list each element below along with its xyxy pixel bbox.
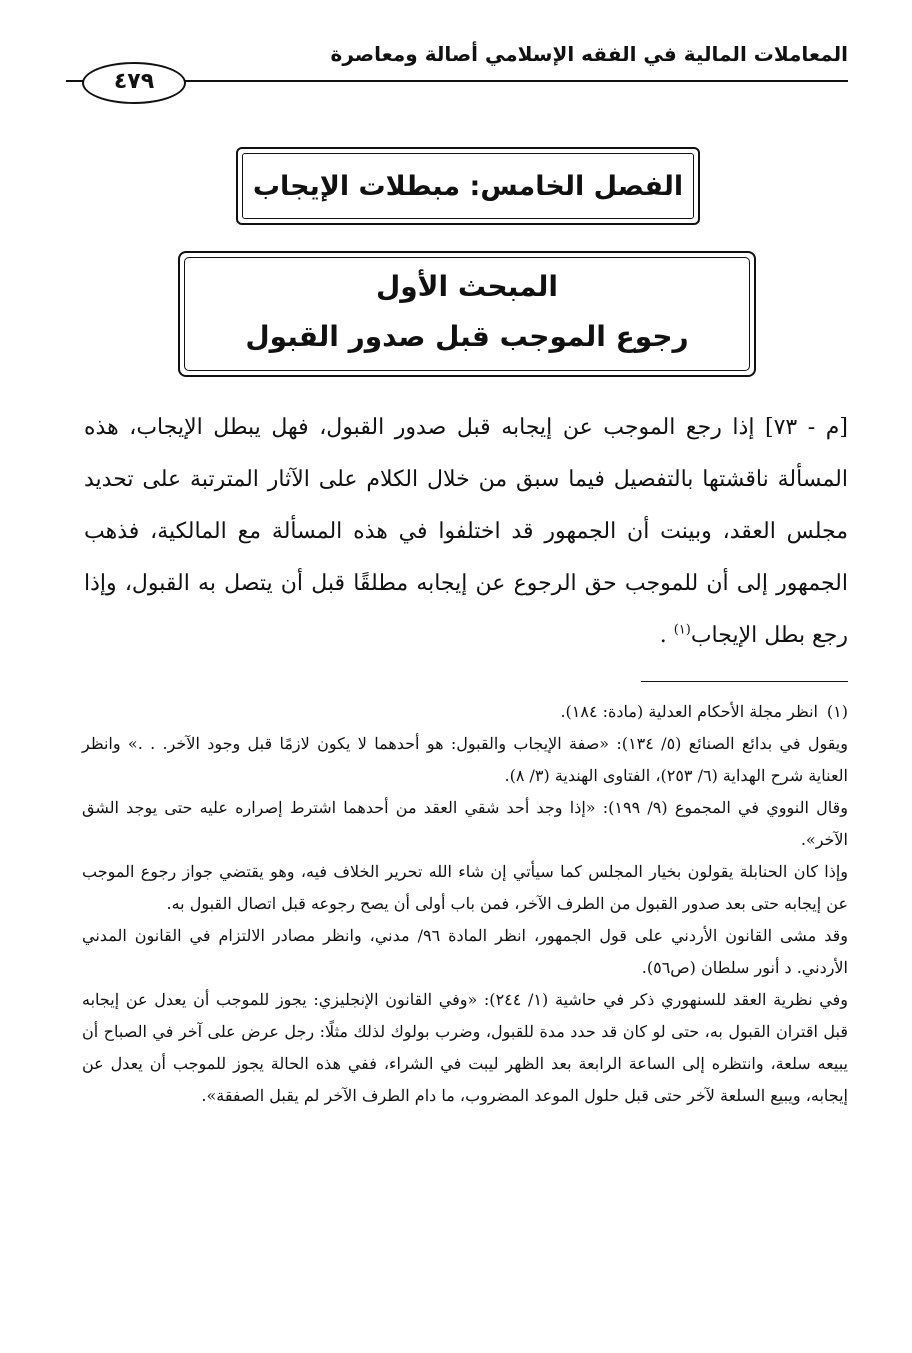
body-paragraph	[84, 402, 848, 662]
footnote-separator	[641, 681, 848, 682]
footnote-reference: (١)	[673, 622, 691, 638]
footnote-paragraph: وقال النووي في المجموع (٩/ ١٩٩): «إذا وجد أحد شقي العقد من أحدهما اشترط إصراره عليه حتى يوجد الشق الآخر».	[82, 798, 848, 849]
page-number: ٤٧٩	[82, 62, 186, 104]
section-label: المبحث الأول	[375, 270, 559, 303]
footnote-paragraph: وفي نظرية العقد للسنهوري ذكر في حاشية (١/ ٢٤٤): «وفي القانون الإنجليزي: يجوز للموجب أن يعدل عن إيجابه قبل اقتران القبول به، حتى لو كان قد حدد مدة للقبول، وضرب بولوك لذلك مثلًا: رجل عرض على آخر في الصباح أن يبيعه سلعة، وانتظره إلى الساعة الرابعة بعد الظهر ليبت في الشراء، ففي هذه الحالة يجوز للموجب أن يعدل عن إيجابه، ويبيع السلعة لآخر حتى قبل حلول الموعد المضروب، ما دام الطرف الآخر لم يقبل الصفقة».	[82, 990, 848, 1105]
footnote-1	[82, 696, 848, 728]
footnotes	[82, 696, 848, 1112]
running-title: المعاملات المالية في الفقه الإسلامي أصالة ومعاصرة	[330, 42, 848, 66]
footnote-first-line: انظر مجلة الأحكام العدلية (مادة: ١٨٤).	[560, 702, 818, 721]
footnote-paragraph: وقد مشى القانون الأردني على قول الجمهور، انظر المادة ٩٦/ مدني، وانظر مصادر الالتزام في القانون المدني الأردني. د أنور سلطان (ص٥٦).	[82, 926, 848, 977]
body-end-punctuation: .	[659, 623, 667, 648]
footnote-paragraph: وإذا كان الحنابلة يقولون بخيار المجلس كما سيأتي إن شاء الله تحرير الخلاف فيه، وهو يقتضي جواز رجوع الموجب عن إيجابه حتى بعد صدور القبول من الطرف الآخر، فمن باب أولى أن يصح رجوعه قبل اتصال القبول به.	[82, 862, 849, 913]
footnote-marker: (١)	[826, 702, 848, 721]
section-title-frame	[184, 257, 750, 371]
body-text: [م - ٧٣] إذا رجع الموجب عن إيجابه قبل صدور القبول، فهل يبطل الإيجاب، هذه المسألة ناقشتها بالتفصيل فيما سبق من خلال الكلام على الآثار المترتبة على تحديد مجلس العقد، وبينت أن الجمهور قد اختلفوا في هذه المسألة مع المالكية، فذهب الجمهور إلى أن للموجب حق الرجوع عن إيجابه مطلقًا قبل أن يتصل به القبول، وإذا رجع بطل الإيجاب	[84, 415, 848, 648]
footnote-paragraph: ويقول في بدائع الصنائع (٥/ ١٣٤): «صفة الإيجاب والقبول: هو أحدهما لا يكون لازمًا قبل وجود الآخر. . .» وانظر العناية شرح الهداية (٦/ ٢٥٣)، الفتاوى الهندية (٣/ ٨).	[82, 734, 848, 785]
chapter-title: الفصل الخامس: مبطلات الإيجاب	[252, 170, 684, 202]
chapter-title-frame	[242, 153, 694, 219]
chapter-title-box	[236, 147, 700, 225]
section-title-box	[178, 251, 756, 377]
section-title: رجوع الموجب قبل صدور القبول	[245, 320, 689, 353]
